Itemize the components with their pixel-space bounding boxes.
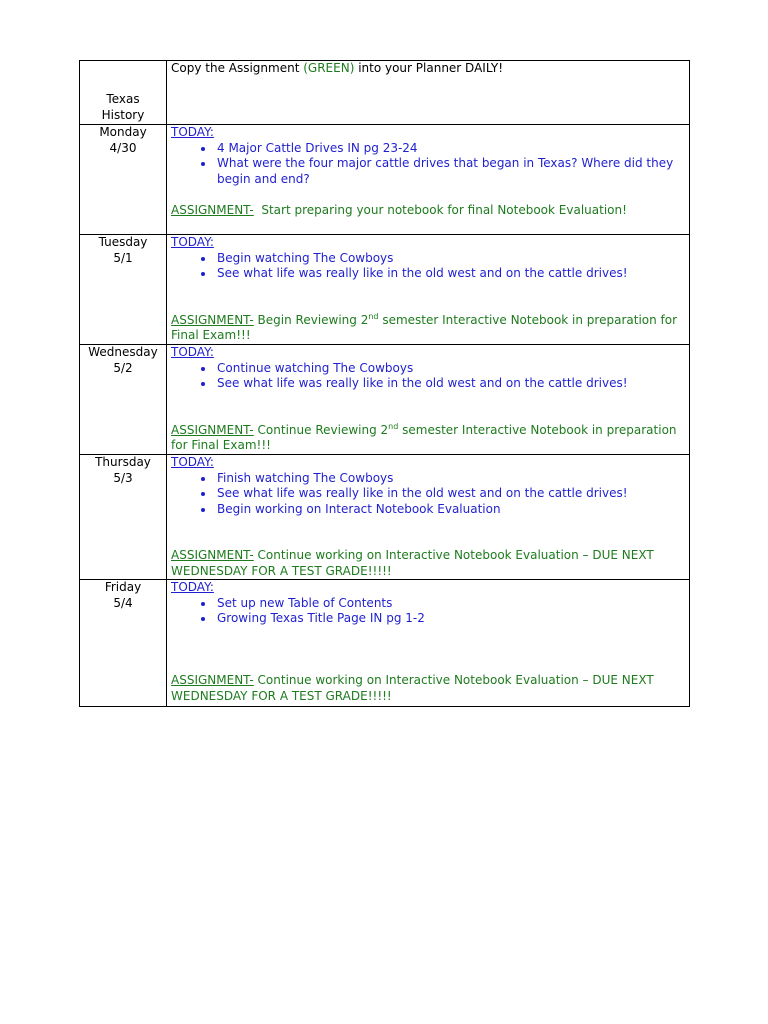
day-row-thursday	[80, 455, 690, 580]
today-label: TODAY:	[171, 455, 214, 469]
assignment-label: ASSIGNMENT-	[171, 202, 254, 217]
assignment-text: ASSIGNMENT- Continue working on Interactive Notebook Evaluation – DUE NEXT WEDNESDAY FOR A TEST GRADE!!!!!	[171, 548, 658, 578]
today-list	[171, 141, 685, 188]
assignment-text: ASSIGNMENT- Continue working on Interactive Notebook Evaluation – DUE NEXT WEDNESDAY FOR A TEST GRADE!!!!!	[171, 673, 658, 703]
day-date: 5/1	[113, 250, 133, 265]
assignment-text: ASSIGNMENT- Begin Reviewing 2nd semester Interactive Notebook in preparation for Final Exam!!!	[171, 311, 678, 342]
list-item: • Begin working on Interact Notebook Evaluation	[215, 502, 685, 518]
subject-label: Texas History	[101, 92, 145, 122]
instruction-text-end: into your Planner DAILY!	[354, 61, 504, 75]
day-row-wednesday	[80, 345, 690, 455]
day-name: Wednesday	[88, 345, 158, 359]
assignment-text: ASSIGNMENT- Continue Reviewing 2nd semester Interactive Notebook in preparation for Final Exam!!!	[171, 421, 677, 452]
day-content	[167, 345, 690, 455]
instruction-cell	[167, 61, 690, 125]
day-cell	[80, 455, 167, 580]
day-content	[167, 235, 690, 345]
day-name: Friday	[104, 580, 142, 594]
day-content	[167, 125, 690, 235]
day-row-friday	[80, 580, 690, 707]
assignment-label: ASSIGNMENT-	[171, 548, 254, 562]
list-item: • See what life was really like in the old west and on the cattle drives!	[215, 266, 685, 282]
day-content	[167, 455, 690, 580]
list-item: • Set up new Table of Contents	[215, 596, 685, 612]
day-date: 5/4	[113, 595, 133, 610]
day-name: Monday	[99, 125, 147, 139]
day-name: Thursday	[95, 455, 151, 469]
day-cell	[80, 125, 167, 235]
today-label: TODAY:	[171, 345, 214, 359]
list-item: • Continue watching The Cowboys	[215, 361, 685, 377]
day-row-monday	[80, 125, 690, 235]
subject-cell	[80, 61, 167, 125]
list-item: • Finish watching The Cowboys	[215, 471, 685, 487]
day-date: 4/30	[109, 140, 137, 155]
today-list	[171, 251, 685, 282]
day-name: Tuesday	[98, 235, 148, 249]
instruction-text-start: Copy the Assignment	[171, 61, 304, 75]
day-cell	[80, 580, 167, 707]
today-label: TODAY:	[171, 125, 214, 139]
today-list	[171, 596, 685, 627]
day-row-tuesday	[80, 235, 690, 345]
today-label: TODAY:	[171, 235, 214, 249]
today-list	[171, 471, 685, 518]
list-item: • Begin watching The Cowboys	[215, 251, 685, 267]
assignment-label: ASSIGNMENT-	[171, 312, 254, 327]
assignment-label: ASSIGNMENT-	[171, 673, 254, 687]
header-row	[80, 61, 690, 125]
day-content	[167, 580, 690, 707]
list-item: • Growing Texas Title Page IN pg 1-2	[215, 611, 685, 627]
assignment-text: ASSIGNMENT- Start preparing your notebook for final Notebook Evaluation!	[171, 202, 627, 217]
day-cell	[80, 235, 167, 345]
list-item: • See what life was really like in the old west and on the cattle drives!	[215, 376, 685, 392]
instruction-green-word: (GREEN)	[303, 61, 355, 75]
weekly-planner-table	[79, 60, 690, 707]
list-item: • See what life was really like in the old west and on the cattle drives!	[215, 486, 685, 502]
list-item: • 4 Major Cattle Drives IN pg 23-24	[215, 141, 685, 157]
assignment-label: ASSIGNMENT-	[171, 422, 254, 437]
day-date: 5/2	[113, 360, 133, 375]
today-list	[171, 361, 685, 392]
day-cell	[80, 345, 167, 455]
today-label: TODAY:	[171, 580, 214, 594]
day-date: 5/3	[113, 470, 133, 485]
list-item: • What were the four major cattle drives that began in Texas? Where did they begin and end?	[215, 156, 685, 187]
